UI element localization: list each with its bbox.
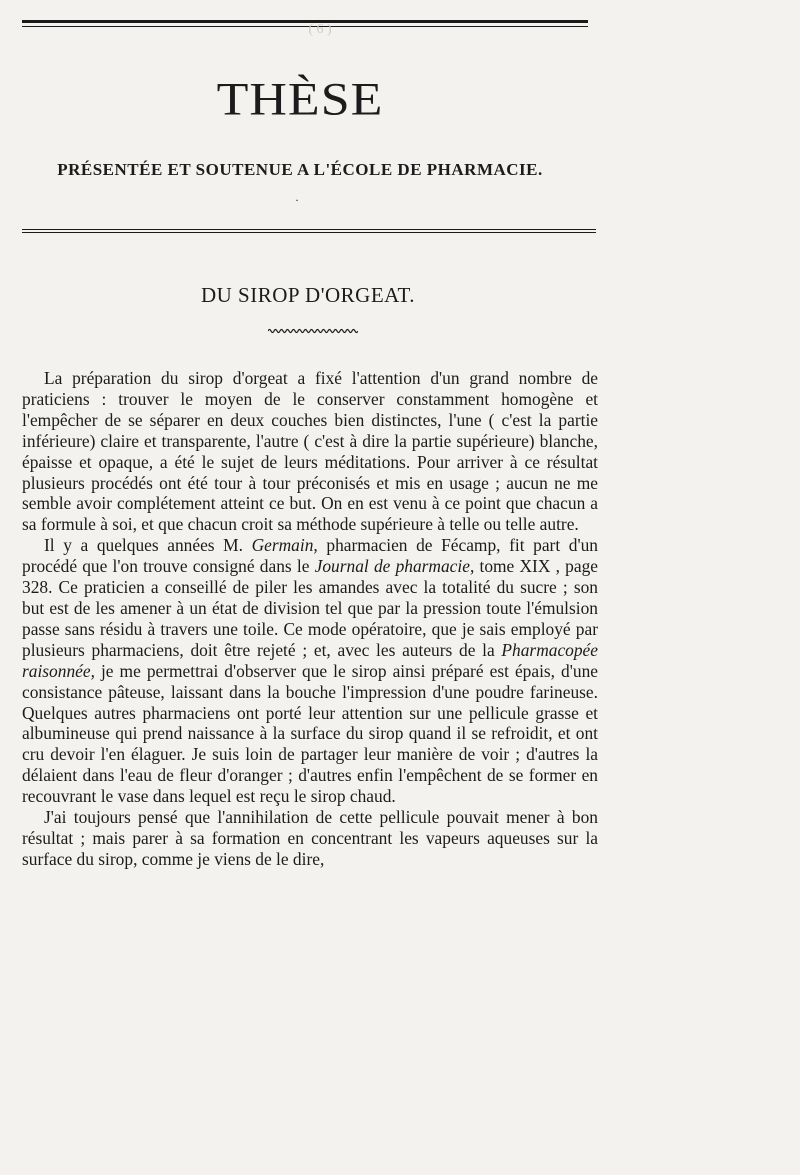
- paragraph-text: , tome XIX , page 328. Ce praticien a conseillé de piler les amandes avec la totalité du sucre ; son but est de les amener à un état de division tel que par la pression toute l'émulsion passe sans résidu à travers une toile. Ce mode opératoire, que je sais employé par plusieurs pharmaciens, doit être rejeté ; et, avec les auteurs de la: [22, 556, 598, 660]
- page-number: ( 6 ): [308, 22, 332, 37]
- paragraph-text: La préparation du sirop d'orgeat a fixé l'attention d'un grand nombre de praticiens : trouver le moyen de le conserver constamment homogène et l'empêcher de se séparer en deux couches bien distinctes, l'une ( c'est la partie inférieure) claire et transparente, l'autre ( c'est à dire la partie supérieure) blanche, épaisse et opaque, a été le sujet de leurs méditations. Pour arriver à ce résultat plusieurs procédés ont été tour à tour préconisés et mis en usage ; aucun ne me semble avoir complétement atteint ce but. On en est venu à ce point que chacun a sa formule à soi, et que chacun croit sa méthode supérieure à telle ou telle autre.: [22, 368, 598, 535]
- journal-title: Journal de pharmacie: [314, 556, 470, 577]
- section-heading: DU SIROP D'ORGEAT.: [200, 283, 416, 307]
- page-subtitle: PRÉSENTÉE ET SOUTENUE A L'ÉCOLE DE PHARMACIE.: [57, 160, 543, 179]
- separator-dot: ·: [295, 193, 299, 207]
- book-title: Pharmacopée raisonnée,: [22, 639, 598, 681]
- paragraph-text: Il y a quelques années M.: [44, 535, 243, 556]
- paragraph-text: J'ai toujours pensé que l'annihilation de cette pellicule pouvait mener à bon résultat ; mais parer à sa formation en concentrant les vapeurs aqueuses sur la surface du sirop, comme je viens de le dire,: [22, 807, 598, 869]
- paragraph-text: pharmacien de Fécamp, fit part d'un procédé que l'on trouve consigné dans le: [22, 535, 598, 577]
- wavy-ornament-icon: [268, 328, 358, 334]
- middle-double-rule: [22, 229, 596, 233]
- paragraph: [22, 807, 598, 870]
- paragraph-text: je me permettrai d'observer que le sirop ainsi préparé est épais, d'une consistance pâteuse, laissant dans la bouche l'impression d'une poudre farineuse. Quelques autres pharmaciens ont porté leur attention sur une pellicule grasse et albumineuse qui prend naissance à la surface du sirop quand il se refroidit, et ont cru devoir l'en élaguer. Je suis loin de partager leur manière de voir ; d'autres la délaient dans l'eau de fleur d'oranger ; d'autres enfin l'empêchent de se former en recouvrant le vase dans lequel est reçu le sirop chaud.: [22, 660, 598, 807]
- person-name: Germain,: [251, 535, 318, 556]
- paragraph: [22, 368, 598, 535]
- page-title: THÈSE: [216, 73, 384, 126]
- body-text: [22, 368, 598, 870]
- paragraph: [22, 535, 598, 807]
